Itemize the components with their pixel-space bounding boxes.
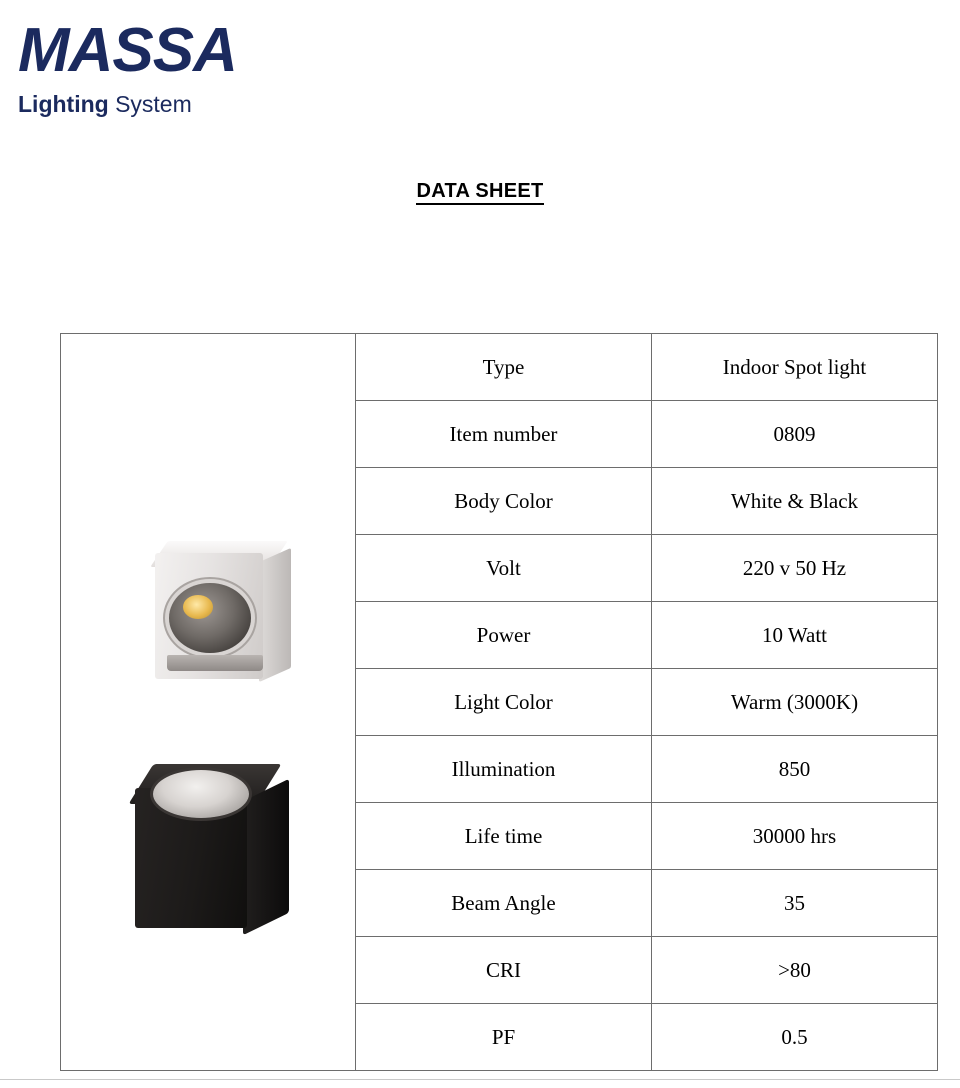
brand-wordmark: MASSA	[18, 16, 237, 85]
spec-table	[60, 333, 938, 1071]
white-spotlight-base	[167, 655, 263, 671]
spec-value: 220 v 50 Hz	[652, 535, 938, 602]
product-image-cell	[61, 334, 356, 1071]
black-spotlight-side-face	[243, 779, 289, 935]
spec-value: 850	[652, 736, 938, 803]
spec-label: Volt	[356, 535, 652, 602]
spec-label: Body Color	[356, 468, 652, 535]
spec-label: Life time	[356, 803, 652, 870]
white-spotlight-reflector	[169, 583, 251, 653]
spec-table-body	[61, 334, 938, 1071]
spec-value: Indoor Spot light	[652, 334, 938, 401]
page-title-text: DATA SHEET	[416, 180, 543, 205]
brand-tagline-bold: Lighting	[18, 91, 109, 118]
spec-label: Light Color	[356, 669, 652, 736]
spec-value: 30000 hrs	[652, 803, 938, 870]
page-title	[0, 180, 960, 203]
spec-label: Item number	[356, 401, 652, 468]
brand-logo	[18, 18, 418, 118]
brand-tagline-light: System	[108, 91, 192, 118]
spec-value: >80	[652, 937, 938, 1004]
spec-label: Power	[356, 602, 652, 669]
spec-value: White & Black	[652, 468, 938, 535]
white-spotlight-side-face	[259, 548, 291, 682]
page-bottom-rule	[0, 1079, 960, 1080]
datasheet-container	[60, 333, 900, 1071]
white-spotlight-led-chip	[183, 595, 213, 619]
spec-value: Warm (3000K)	[652, 669, 938, 736]
spec-label: CRI	[356, 937, 652, 1004]
spec-value: 0809	[652, 401, 938, 468]
spec-label: Illumination	[356, 736, 652, 803]
spec-value: 0.5	[652, 1004, 938, 1071]
spec-label: PF	[356, 1004, 652, 1071]
spec-value: 10 Watt	[652, 602, 938, 669]
spec-label: Type	[356, 334, 652, 401]
white-spotlight-image	[155, 541, 290, 681]
table-row	[61, 334, 938, 401]
product-image-stage	[67, 339, 349, 1065]
brand-tagline	[18, 91, 418, 118]
spec-value: 35	[652, 870, 938, 937]
black-spotlight-reflector	[153, 770, 249, 818]
spec-label: Beam Angle	[356, 870, 652, 937]
black-spotlight-image	[135, 764, 300, 934]
